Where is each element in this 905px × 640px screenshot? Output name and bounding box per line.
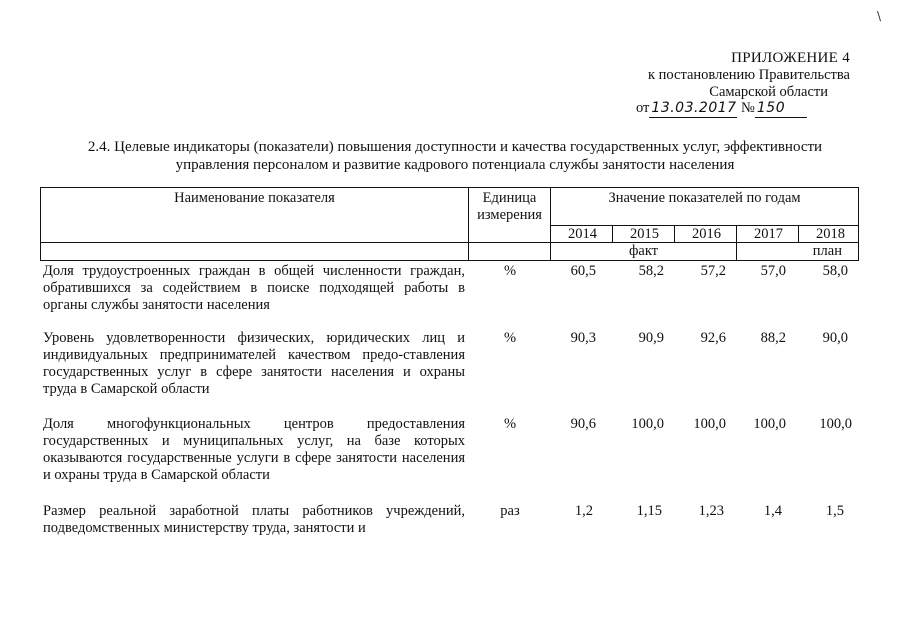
col-header-unit-line-1: Единица	[482, 190, 537, 206]
year-2017: 2017	[754, 226, 783, 242]
table-right-border	[858, 187, 859, 260]
col-header-values: Значение показателей по годам	[608, 190, 801, 206]
year-2015: 2015	[630, 226, 659, 242]
table-row-3-2014: 90,6	[570, 416, 596, 432]
table-row-1-2016: 57,2	[700, 263, 726, 279]
table-row-3-unit: %	[503, 416, 517, 432]
year-2018: 2018	[816, 226, 845, 242]
heading-line-2: управления персоналом и развитие кадрового потенциала службы занятости населения	[175, 157, 735, 173]
appendix-date-line	[636, 100, 807, 118]
heading-line-1: 2.4. Целевые индикаторы (показатели) повышения доступности и качества государственных услуг, эффективности	[87, 139, 823, 155]
table-row-2-name: Уровень удовлетворенности физических, юридических лиц и индивидуальных предпринимателей качеством предо-ставления государственных услуг в сфере занятости населения и охраны труда в Самарской области	[43, 330, 465, 397]
table-row-1-2018: 58,0	[822, 263, 848, 279]
table-row-3-2018: 100,0	[819, 416, 852, 432]
section-heading	[40, 138, 870, 174]
table-row-4-2015: 1,15	[636, 503, 662, 519]
appendix-line-1: к постановлению Правительства	[648, 67, 850, 83]
col-header-unit	[469, 190, 550, 224]
table-row-2-2018: 90,0	[822, 330, 848, 346]
corner-mark: \	[877, 9, 882, 23]
table-top-border	[40, 187, 859, 188]
table-row-2-2014: 90,3	[570, 330, 596, 346]
appendix-title: ПРИЛОЖЕНИЕ 4	[731, 50, 850, 66]
table-row-1-2015: 58,2	[638, 263, 664, 279]
table-row-4-2014: 1,2	[574, 503, 593, 519]
table-row-1-2014: 60,5	[570, 263, 596, 279]
table-row-1-unit: %	[503, 263, 517, 279]
table-row-3-2016: 100,0	[693, 416, 726, 432]
number-label: №	[741, 100, 755, 116]
from-label: от	[636, 100, 650, 116]
table-row-2-2016: 92,6	[700, 330, 726, 346]
table-row-3-name: Доля многофункциональных центров предоставления государственных и муниципальных услуг, на базе которых оказываются государственные услуги в сфере занятости населения и охраны труда в Самарской области	[43, 416, 465, 483]
table-row-2-unit: %	[503, 330, 517, 346]
plan-label-text: план	[812, 243, 842, 259]
plan-label	[737, 243, 858, 260]
table-row-4-name: Размер реальной заработной платы работников учреждений, подведомственных министерству труда, занятости и	[43, 503, 465, 536]
table-row-4-2018: 1,5	[825, 503, 844, 519]
handwritten-number: 150	[755, 100, 807, 118]
table-row-3-2015: 100,0	[631, 416, 664, 432]
table-row-1-2017: 57,0	[760, 263, 786, 279]
table-row-2-2017: 88,2	[760, 330, 786, 346]
fact-label: факт	[628, 243, 659, 259]
col-header-unit-line-2: измерения	[477, 207, 542, 223]
table-row-1-name: Доля трудоустроенных граждан в общей численности граждан, обратившихся за содействием в поиске подходящей работы в органы службы занятости населения	[43, 263, 465, 313]
table-row-4-2017: 1,4	[763, 503, 782, 519]
appendix-block	[590, 50, 850, 101]
table-row-2-2015: 90,9	[638, 330, 664, 346]
handwritten-date: 13.03.2017	[651, 100, 737, 116]
table-row-3-2017: 100,0	[753, 416, 786, 432]
year-2016: 2016	[692, 226, 721, 242]
table-row-4-unit: раз	[500, 503, 520, 519]
table-row-4-2016: 1,23	[698, 503, 724, 519]
col-header-name: Наименование показателя	[174, 190, 335, 206]
appendix-line-2: Самарской области	[709, 84, 828, 100]
year-2014: 2014	[568, 226, 597, 242]
table-header-bottom-border	[40, 260, 859, 261]
